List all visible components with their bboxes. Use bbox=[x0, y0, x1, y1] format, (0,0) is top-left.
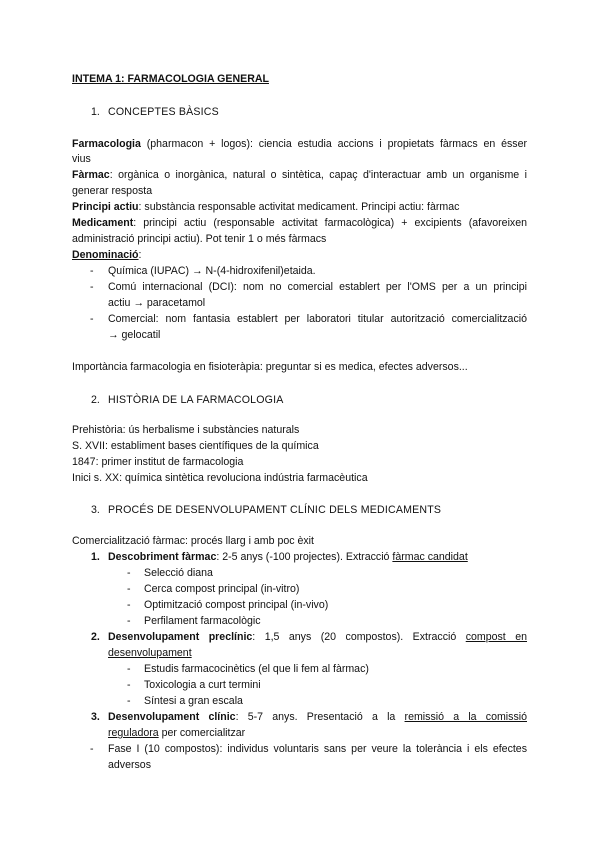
denominacio-item: Comercial: nom fantasia establert per laboratori titular autorització comercialització bbox=[108, 313, 527, 325]
section-3-intro: Comercialització fàrmac: procés llarg i amb poc èxit bbox=[72, 535, 314, 547]
phase-text-cont: per comercialitzar bbox=[158, 727, 246, 739]
phase-title: Descobriment fàrmac bbox=[108, 551, 217, 563]
list-bullet: - bbox=[127, 663, 131, 675]
phase-subitem: Cerca compost principal (in-vitro) bbox=[144, 583, 300, 595]
phase-underline: fàrmac candidat bbox=[392, 551, 468, 563]
denominacio-item-cont: actiu → paracetamol bbox=[108, 297, 206, 309]
phase-title: Desenvolupament preclínic bbox=[108, 631, 253, 643]
fase-1-text: Fase I (10 compostos): individus voluntaris sans per veure la tolerància i els efectes bbox=[108, 743, 527, 755]
list-bullet: - bbox=[127, 599, 131, 611]
phase-underline: remissió a la comissió bbox=[404, 711, 527, 723]
list-bullet: - bbox=[90, 281, 94, 293]
def-term: Medicament bbox=[72, 217, 134, 229]
denominacio-label: Denominació bbox=[72, 249, 139, 261]
history-line: 1847: primer institut de farmacologia bbox=[72, 456, 244, 468]
section-1-heading: CONCEPTES BÀSICS bbox=[108, 106, 219, 118]
denominacio-item-cont: → gelocatil bbox=[108, 329, 161, 341]
denominacio-item: Química (IUPAC) → N-(4-hidroxifenil)etaida. bbox=[108, 265, 316, 277]
def-text-cont: administració principi actiu). Pot tenir 1 o més fàrmacs bbox=[72, 233, 327, 245]
fase-1-text-cont: adversos bbox=[108, 759, 151, 771]
phase-underline-cont: desenvolupament bbox=[108, 647, 192, 659]
def-farmacologia bbox=[72, 136, 527, 152]
def-medicament bbox=[72, 215, 527, 231]
document-title: INTEMA 1: FARMACOLOGIA GENERAL bbox=[72, 73, 269, 85]
def-term: Fàrmac bbox=[72, 169, 110, 181]
section-1-number: 1. bbox=[91, 106, 100, 118]
history-line: Prehistòria: ús herbalisme i substàncies naturals bbox=[72, 424, 300, 436]
phase-1-line bbox=[108, 549, 468, 565]
phase-3-line bbox=[108, 709, 527, 725]
phase-number: 1. bbox=[91, 551, 100, 563]
denominacio-heading bbox=[72, 247, 141, 263]
def-text: (pharmacon + logos): ciencia estudia accions i propietats fàrmacs en ésser bbox=[140, 138, 527, 150]
list-bullet: - bbox=[127, 679, 131, 691]
list-bullet: - bbox=[127, 567, 131, 579]
history-line: Inici s. XX: química sintètica revoluciona indústria farmacèutica bbox=[72, 472, 368, 484]
def-principi-actiu bbox=[72, 199, 459, 215]
phase-number: 2. bbox=[91, 631, 100, 643]
list-bullet: - bbox=[90, 313, 94, 325]
phase-title: Desenvolupament clínic bbox=[108, 711, 236, 723]
def-text: : substància responsable activitat medicament. Principi actiu: fàrmac bbox=[138, 201, 460, 213]
list-bullet: - bbox=[90, 265, 94, 277]
phase-subitem: Toxicologia a curt termini bbox=[144, 679, 261, 691]
phase-subitem: Síntesi a gran escala bbox=[144, 695, 243, 707]
history-line: S. XVII: establiment bases científiques de la química bbox=[72, 440, 319, 452]
def-text-cont: generar resposta bbox=[72, 185, 153, 197]
def-term: Principi actiu bbox=[72, 201, 139, 213]
denominacio-item: Comú internacional (DCI): nom no comercial establert per l'OMS per a un principi bbox=[108, 281, 527, 293]
def-text-cont: vius bbox=[72, 153, 91, 165]
list-bullet: - bbox=[127, 695, 131, 707]
section-3-heading: PROCÉS DE DESENVOLUPAMENT CLÍNIC DELS MEDICAMENTS bbox=[108, 504, 442, 516]
phase-3-line-cont bbox=[108, 725, 245, 741]
def-text: : orgànica o inorgànica, natural o sintètica, capaç d'interactuar amb un organisme i bbox=[109, 169, 527, 181]
phase-2-line-cont bbox=[108, 645, 192, 661]
phase-subitem: Perfilament farmacològic bbox=[144, 615, 261, 627]
def-term: Farmacologia bbox=[72, 138, 141, 150]
def-text: : principi actiu (responsable activitat farmacològica) + excipients (afavoreixen bbox=[133, 217, 527, 229]
list-bullet: - bbox=[127, 615, 131, 627]
phase-underline-cont: reguladora bbox=[108, 727, 159, 739]
section-3-number: 3. bbox=[91, 504, 100, 516]
phase-subitem: Optimització compost principal (in-vivo) bbox=[144, 599, 329, 611]
section-2-number: 2. bbox=[91, 394, 100, 406]
list-bullet: - bbox=[127, 583, 131, 595]
phase-2-line bbox=[108, 629, 527, 645]
phase-subitem: Estudis farmacocinètics (el que li fem al fàrmac) bbox=[144, 663, 369, 675]
importancia-text: Importància farmacologia en fisioteràpia: preguntar si es medica, efectes adversos... bbox=[72, 361, 468, 373]
def-farmac bbox=[72, 167, 527, 183]
list-bullet: - bbox=[90, 743, 94, 755]
phase-subitem: Selecció diana bbox=[144, 567, 213, 579]
section-2-heading: HISTÒRIA DE LA FARMACOLOGIA bbox=[108, 394, 284, 406]
phase-text: : 5-7 anys. Presentació a la bbox=[235, 711, 405, 723]
denominacio-colon: : bbox=[138, 249, 142, 261]
phase-underline: compost en bbox=[465, 631, 528, 643]
phase-number: 3. bbox=[91, 711, 100, 723]
phase-text: : 2-5 anys (-100 projectes). Extracció bbox=[216, 551, 393, 563]
phase-text: : 1,5 anys (20 compostos). Extracció bbox=[252, 631, 466, 643]
